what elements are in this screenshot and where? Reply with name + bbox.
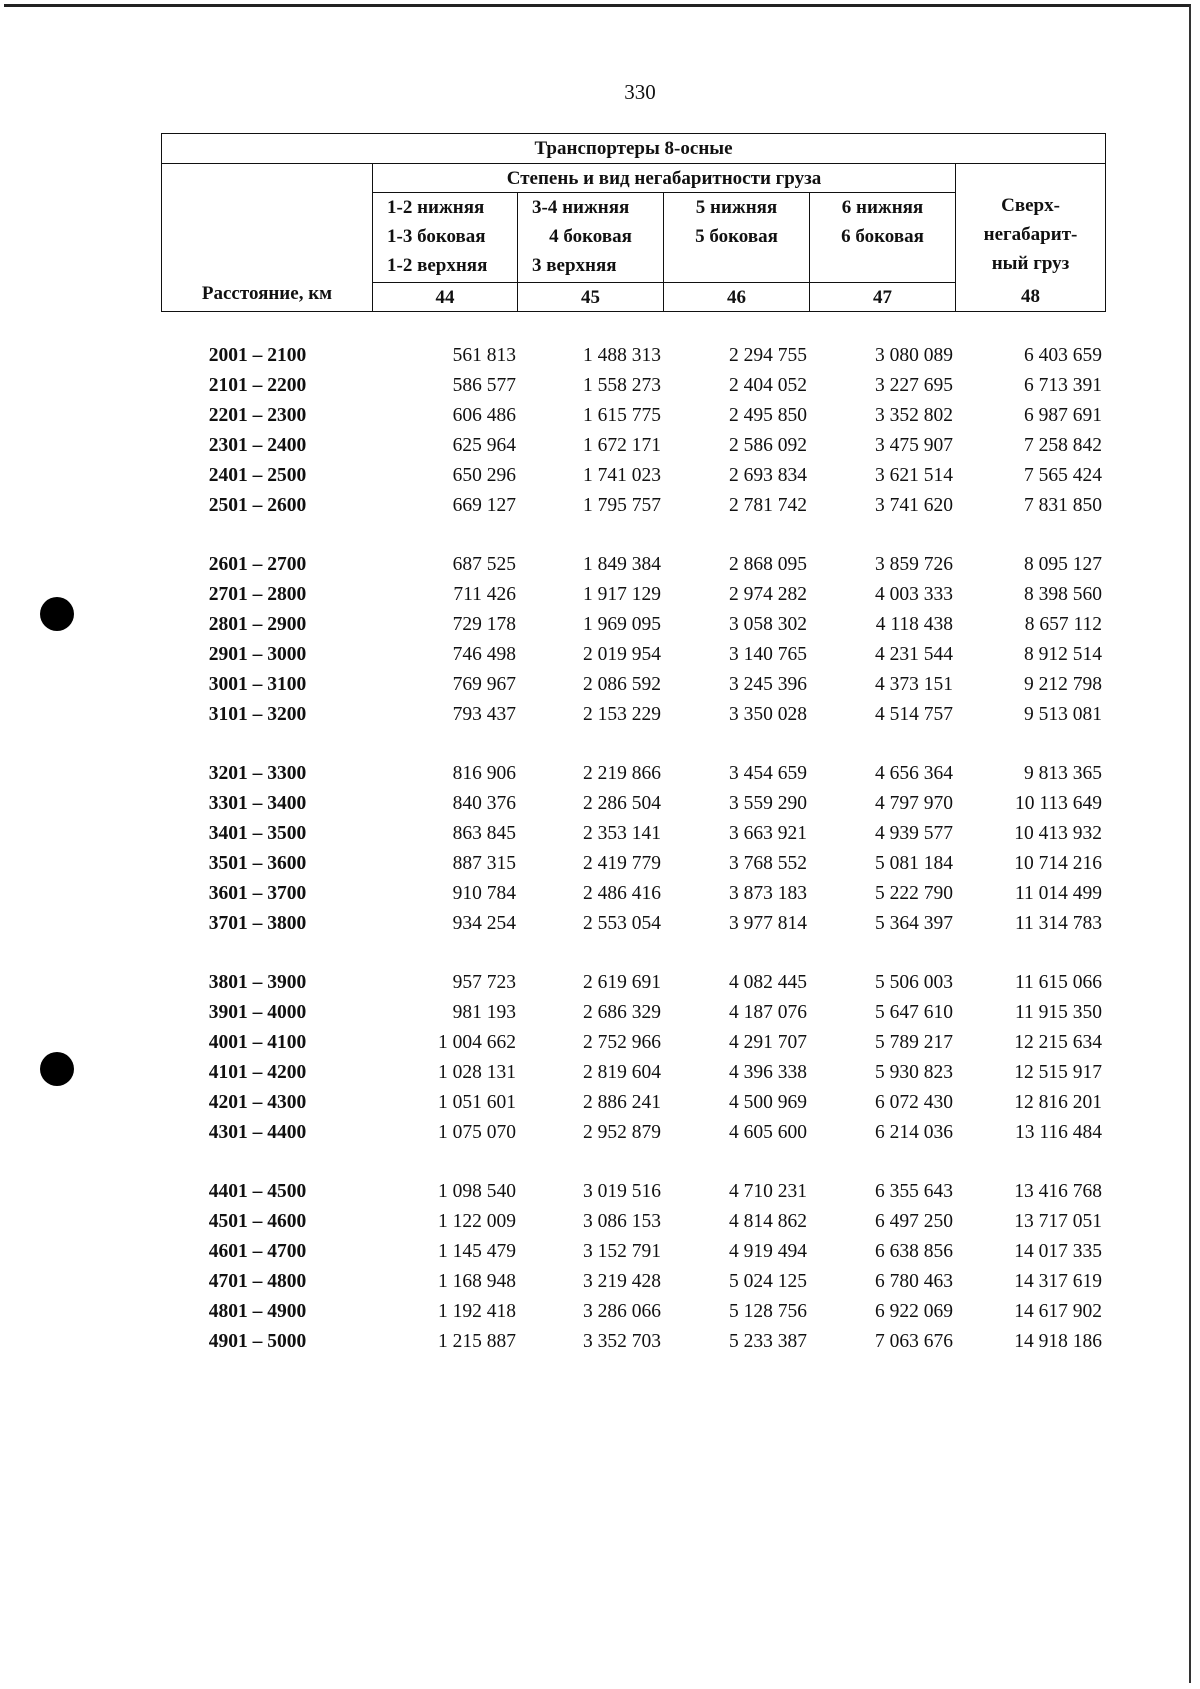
value-cell-col-44: 561 813 (452, 345, 516, 366)
value-cell-col-47: 5 789 217 (875, 1032, 953, 1053)
distance-cell: 3201 – 3300 (208, 763, 307, 784)
distance-cell: 2901 – 3000 (208, 644, 307, 665)
value-cell-col-46: 2 404 052 (729, 375, 807, 396)
value-cell-col-44: 729 178 (452, 614, 516, 635)
value-cell-col-45: 3 086 153 (583, 1211, 661, 1232)
col-45-line-1: 3-4 нижняя (532, 197, 630, 218)
value-cell-col-48: 8 657 112 (1024, 614, 1102, 635)
table-row (0, 972, 1200, 1002)
distance-cell: 4701 – 4800 (208, 1271, 307, 1292)
col-45-line-2: 4 боковая (549, 226, 632, 247)
col-47-line-1: 6 нижняя (841, 197, 924, 218)
value-cell-col-47: 5 222 790 (875, 883, 953, 904)
value-cell-col-44: 1 192 418 (438, 1301, 516, 1322)
value-cell-col-44: 816 906 (452, 763, 516, 784)
value-cell-col-45: 2 553 054 (583, 913, 661, 934)
value-cell-col-46: 3 454 659 (729, 763, 807, 784)
value-cell-col-46: 2 868 095 (729, 554, 807, 575)
value-cell-col-46: 2 495 850 (729, 405, 807, 426)
value-cell-col-46: 2 974 282 (729, 584, 807, 605)
value-cell-col-46: 4 187 076 (729, 1002, 807, 1023)
value-cell-col-47: 4 939 577 (875, 823, 953, 844)
distance-cell: 4301 – 4400 (208, 1122, 307, 1143)
distance-cell: 2701 – 2800 (208, 584, 307, 605)
value-cell-col-45: 2 619 691 (583, 972, 661, 993)
value-cell-col-47: 3 080 089 (875, 345, 953, 366)
distance-cell: 4101 – 4200 (208, 1062, 307, 1083)
value-cell-col-44: 1 122 009 (438, 1211, 516, 1232)
value-cell-col-45: 2 219 866 (583, 763, 661, 784)
value-cell-col-47: 4 003 333 (875, 584, 953, 605)
table-row (0, 704, 1200, 734)
col-48-line-2: негабарит- (983, 223, 1078, 245)
value-cell-col-46: 3 140 765 (729, 644, 807, 665)
col-header-46 (664, 193, 810, 283)
distance-cell: 3301 – 3400 (208, 793, 307, 814)
distance-cell: 2601 – 2700 (208, 554, 307, 575)
value-cell-col-45: 1 795 757 (583, 495, 661, 516)
distance-cell: 4401 – 4500 (208, 1181, 307, 1202)
value-cell-col-47: 6 497 250 (875, 1211, 953, 1232)
value-cell-col-47: 3 741 620 (875, 495, 953, 516)
value-cell-col-46: 3 977 814 (729, 913, 807, 934)
value-cell-col-44: 1 004 662 (438, 1032, 516, 1053)
value-cell-col-45: 2 952 879 (583, 1122, 661, 1143)
table-row (0, 345, 1200, 375)
value-cell-col-45: 2 752 966 (583, 1032, 661, 1053)
distance-cell: 2301 – 2400 (208, 435, 307, 456)
value-cell-col-46: 4 919 494 (729, 1241, 807, 1262)
value-cell-col-48: 10 714 216 (1014, 853, 1102, 874)
value-cell-col-46: 4 291 707 (729, 1032, 807, 1053)
value-cell-col-48: 9 212 798 (1024, 674, 1102, 695)
value-cell-col-44: 746 498 (452, 644, 516, 665)
value-cell-col-46: 2 294 755 (729, 345, 807, 366)
value-cell-col-44: 606 486 (452, 405, 516, 426)
value-cell-col-47: 3 621 514 (875, 465, 953, 486)
value-cell-col-48: 14 317 619 (1014, 1271, 1102, 1292)
value-cell-col-45: 3 152 791 (583, 1241, 661, 1262)
value-cell-col-48: 8 398 560 (1024, 584, 1102, 605)
value-cell-col-44: 1 051 601 (438, 1092, 516, 1113)
value-cell-col-47: 4 656 364 (875, 763, 953, 784)
value-cell-col-45: 1 741 023 (583, 465, 661, 486)
value-cell-col-44: 625 964 (452, 435, 516, 456)
table-row (0, 674, 1200, 704)
value-cell-col-44: 1 168 948 (438, 1271, 516, 1292)
col-47-line-2: 6 боковая (841, 226, 924, 247)
distance-cell: 4601 – 4700 (208, 1241, 307, 1262)
value-cell-col-48: 6 713 391 (1024, 375, 1102, 396)
table-row (0, 644, 1200, 674)
value-cell-col-45: 2 819 604 (583, 1062, 661, 1083)
value-cell-col-46: 3 058 302 (729, 614, 807, 635)
table-row (0, 763, 1200, 793)
value-cell-col-47: 4 514 757 (875, 704, 953, 725)
value-cell-col-46: 4 500 969 (729, 1092, 807, 1113)
value-cell-col-45: 1 917 129 (583, 584, 661, 605)
value-cell-col-48: 9 513 081 (1024, 704, 1102, 725)
value-cell-col-47: 6 072 430 (875, 1092, 953, 1113)
col-header-44 (373, 193, 518, 283)
table-row (0, 405, 1200, 435)
table-header (161, 133, 1106, 312)
value-cell-col-48: 10 413 932 (1014, 823, 1102, 844)
value-cell-col-48: 11 615 066 (1014, 972, 1102, 993)
value-cell-col-48: 8 095 127 (1024, 554, 1102, 575)
value-cell-col-45: 1 969 095 (583, 614, 661, 635)
col-45-line-3: 3 верхняя (532, 255, 617, 276)
value-cell-col-45: 2 286 504 (583, 793, 661, 814)
value-cell-col-46: 3 245 396 (729, 674, 807, 695)
distance-cell: 4901 – 5000 (208, 1331, 307, 1352)
distance-cell: 2501 – 2600 (208, 495, 307, 516)
distance-cell: 2101 – 2200 (208, 375, 307, 396)
value-cell-col-46: 4 605 600 (729, 1122, 807, 1143)
distance-cell: 3401 – 3500 (208, 823, 307, 844)
value-cell-col-47: 5 364 397 (875, 913, 953, 934)
value-cell-col-47: 4 118 438 (875, 614, 953, 635)
value-cell-col-45: 2 886 241 (583, 1092, 661, 1113)
value-cell-col-47: 3 859 726 (875, 554, 953, 575)
distance-cell: 2201 – 2300 (208, 405, 307, 426)
value-cell-col-44: 981 193 (452, 1002, 516, 1023)
col-number-44: 44 (373, 283, 518, 312)
value-cell-col-46: 5 128 756 (729, 1301, 807, 1322)
value-cell-col-44: 1 145 479 (438, 1241, 516, 1262)
table-row (0, 495, 1200, 525)
value-cell-col-45: 1 672 171 (583, 435, 661, 456)
table-row (0, 913, 1200, 943)
table-row (0, 1062, 1200, 1092)
value-cell-col-46: 2 586 092 (729, 435, 807, 456)
value-cell-col-45: 1 849 384 (583, 554, 661, 575)
value-cell-col-47: 5 506 003 (875, 972, 953, 993)
value-cell-col-46: 4 710 231 (729, 1181, 807, 1202)
value-cell-col-46: 5 233 387 (729, 1331, 807, 1352)
col-48-line-1: Сверх- (1001, 194, 1060, 216)
value-cell-col-45: 3 286 066 (583, 1301, 661, 1322)
value-cell-col-46: 3 663 921 (729, 823, 807, 844)
table-row (0, 554, 1200, 584)
value-cell-col-47: 7 063 676 (875, 1331, 953, 1352)
table-row (0, 1241, 1200, 1271)
distance-cell: 4201 – 4300 (208, 1092, 307, 1113)
value-cell-col-47: 6 638 856 (875, 1241, 953, 1262)
distance-cell: 2401 – 2500 (208, 465, 307, 486)
value-cell-col-48: 7 831 850 (1024, 495, 1102, 516)
value-cell-col-47: 5 081 184 (875, 853, 953, 874)
table-row (0, 1092, 1200, 1122)
distance-cell: 4001 – 4100 (208, 1032, 307, 1053)
value-cell-col-44: 650 296 (452, 465, 516, 486)
distance-header (162, 164, 373, 312)
col-44-line-2: 1-3 боковая (387, 226, 486, 247)
distance-cell: 2801 – 2900 (208, 614, 307, 635)
table-row (0, 375, 1200, 405)
value-cell-col-48: 12 215 634 (1014, 1032, 1102, 1053)
value-cell-col-47: 4 231 544 (875, 644, 953, 665)
value-cell-col-44: 586 577 (452, 375, 516, 396)
table-title: Транспортеры 8-осные (162, 134, 1106, 164)
value-cell-col-48: 11 014 499 (1014, 883, 1102, 904)
col-header-47 (810, 193, 956, 283)
value-cell-col-46: 5 024 125 (729, 1271, 807, 1292)
value-cell-col-44: 840 376 (452, 793, 516, 814)
value-cell-col-47: 6 922 069 (875, 1301, 953, 1322)
value-cell-col-48: 8 912 514 (1024, 644, 1102, 665)
value-cell-col-48: 6 987 691 (1024, 405, 1102, 426)
value-cell-col-48: 6 403 659 (1024, 345, 1102, 366)
col-number-48: 48 (956, 283, 1106, 312)
value-cell-col-48: 13 116 484 (1014, 1122, 1102, 1143)
table-row (0, 793, 1200, 823)
distance-cell: 3101 – 3200 (208, 704, 307, 725)
page-number: 330 (624, 80, 656, 104)
value-cell-col-45: 1 558 273 (583, 375, 661, 396)
value-cell-col-44: 1 028 131 (438, 1062, 516, 1083)
col-46-line-1: 5 нижняя (695, 197, 778, 218)
value-cell-col-44: 934 254 (452, 913, 516, 934)
value-cell-col-44: 1 098 540 (438, 1181, 516, 1202)
value-cell-col-47: 5 930 823 (875, 1062, 953, 1083)
value-cell-col-46: 4 082 445 (729, 972, 807, 993)
value-cell-col-47: 6 214 036 (875, 1122, 953, 1143)
group-header: Степень и вид негабаритности груза (373, 164, 956, 193)
distance-cell: 3701 – 3800 (208, 913, 307, 934)
distance-cell: 3901 – 4000 (208, 1002, 307, 1023)
value-cell-col-45: 3 019 516 (583, 1181, 661, 1202)
col-number-45: 45 (518, 283, 664, 312)
value-cell-col-46: 4 396 338 (729, 1062, 807, 1083)
value-cell-col-48: 14 617 902 (1014, 1301, 1102, 1322)
distance-cell: 3801 – 3900 (208, 972, 307, 993)
value-cell-col-47: 6 780 463 (875, 1271, 953, 1292)
table-row (0, 823, 1200, 853)
value-cell-col-48: 14 918 186 (1014, 1331, 1102, 1352)
value-cell-col-46: 2 693 834 (729, 465, 807, 486)
col-number-47: 47 (810, 283, 956, 312)
value-cell-col-44: 863 845 (452, 823, 516, 844)
value-cell-col-47: 3 352 802 (875, 405, 953, 426)
distance-cell: 4801 – 4900 (208, 1301, 307, 1322)
value-cell-col-47: 4 373 151 (875, 674, 953, 695)
table-row (0, 1002, 1200, 1032)
value-cell-col-48: 13 416 768 (1014, 1181, 1102, 1202)
value-cell-col-44: 669 127 (452, 495, 516, 516)
value-cell-col-44: 769 967 (452, 674, 516, 695)
value-cell-col-44: 1 215 887 (438, 1331, 516, 1352)
value-cell-col-44: 957 723 (452, 972, 516, 993)
value-cell-col-45: 2 086 592 (583, 674, 661, 695)
table-row (0, 1032, 1200, 1062)
value-cell-col-45: 2 686 329 (583, 1002, 661, 1023)
value-cell-col-48: 14 017 335 (1014, 1241, 1102, 1262)
table-row (0, 853, 1200, 883)
value-cell-col-44: 687 525 (452, 554, 516, 575)
value-cell-col-48: 7 565 424 (1024, 465, 1102, 486)
table-row (0, 1122, 1200, 1152)
table-body (0, 345, 1200, 1390)
value-cell-col-45: 3 352 703 (583, 1331, 661, 1352)
value-cell-col-48: 10 113 649 (1014, 793, 1102, 814)
value-cell-col-45: 2 353 141 (583, 823, 661, 844)
distance-cell: 3001 – 3100 (208, 674, 307, 695)
value-cell-col-45: 2 153 229 (583, 704, 661, 725)
value-cell-col-47: 3 227 695 (875, 375, 953, 396)
table-row (0, 1331, 1200, 1361)
table-row (0, 1271, 1200, 1301)
value-cell-col-48: 9 813 365 (1024, 763, 1102, 784)
col-44-line-3: 1-2 верхняя (387, 255, 488, 276)
distance-cell: 3601 – 3700 (208, 883, 307, 904)
col-number-46: 46 (664, 283, 810, 312)
distance-header-label: Расстояние, км (201, 283, 333, 304)
value-cell-col-44: 887 315 (452, 853, 516, 874)
value-cell-col-46: 3 873 183 (729, 883, 807, 904)
value-cell-col-45: 2 419 779 (583, 853, 661, 874)
distance-cell: 4501 – 4600 (208, 1211, 307, 1232)
table-row (0, 1301, 1200, 1331)
value-cell-col-48: 7 258 842 (1024, 435, 1102, 456)
value-cell-col-47: 6 355 643 (875, 1181, 953, 1202)
value-cell-col-46: 3 350 028 (729, 704, 807, 725)
value-cell-col-44: 793 437 (452, 704, 516, 725)
value-cell-col-45: 2 019 954 (583, 644, 661, 665)
table-row (0, 883, 1200, 913)
value-cell-col-45: 2 486 416 (583, 883, 661, 904)
col-48-line-3: ный груз (991, 252, 1070, 274)
col-header-48 (956, 164, 1106, 283)
distance-cell: 3501 – 3600 (208, 853, 307, 874)
table-row (0, 614, 1200, 644)
value-cell-col-45: 3 219 428 (583, 1271, 661, 1292)
col-header-45 (518, 193, 664, 283)
value-cell-col-48: 13 717 051 (1014, 1211, 1102, 1232)
table-row (0, 435, 1200, 465)
value-cell-col-45: 1 488 313 (583, 345, 661, 366)
col-46-line-2: 5 боковая (695, 226, 778, 247)
table-row (0, 584, 1200, 614)
table-row (0, 1211, 1200, 1241)
value-cell-col-47: 3 475 907 (875, 435, 953, 456)
value-cell-col-46: 2 781 742 (729, 495, 807, 516)
value-cell-col-48: 12 816 201 (1014, 1092, 1102, 1113)
value-cell-col-47: 4 797 970 (875, 793, 953, 814)
value-cell-col-48: 12 515 917 (1014, 1062, 1102, 1083)
col-44-line-1: 1-2 нижняя (387, 197, 485, 218)
value-cell-col-48: 11 915 350 (1014, 1002, 1102, 1023)
value-cell-col-47: 5 647 610 (875, 1002, 953, 1023)
value-cell-col-45: 1 615 775 (583, 405, 661, 426)
value-cell-col-44: 1 075 070 (438, 1122, 516, 1143)
value-cell-col-46: 3 768 552 (729, 853, 807, 874)
distance-cell: 2001 – 2100 (208, 345, 307, 366)
value-cell-col-44: 711 426 (453, 584, 516, 605)
value-cell-col-48: 11 314 783 (1014, 913, 1102, 934)
value-cell-col-46: 4 814 862 (729, 1211, 807, 1232)
table-row (0, 465, 1200, 495)
value-cell-col-44: 910 784 (452, 883, 516, 904)
value-cell-col-46: 3 559 290 (729, 793, 807, 814)
table-row (0, 1181, 1200, 1211)
